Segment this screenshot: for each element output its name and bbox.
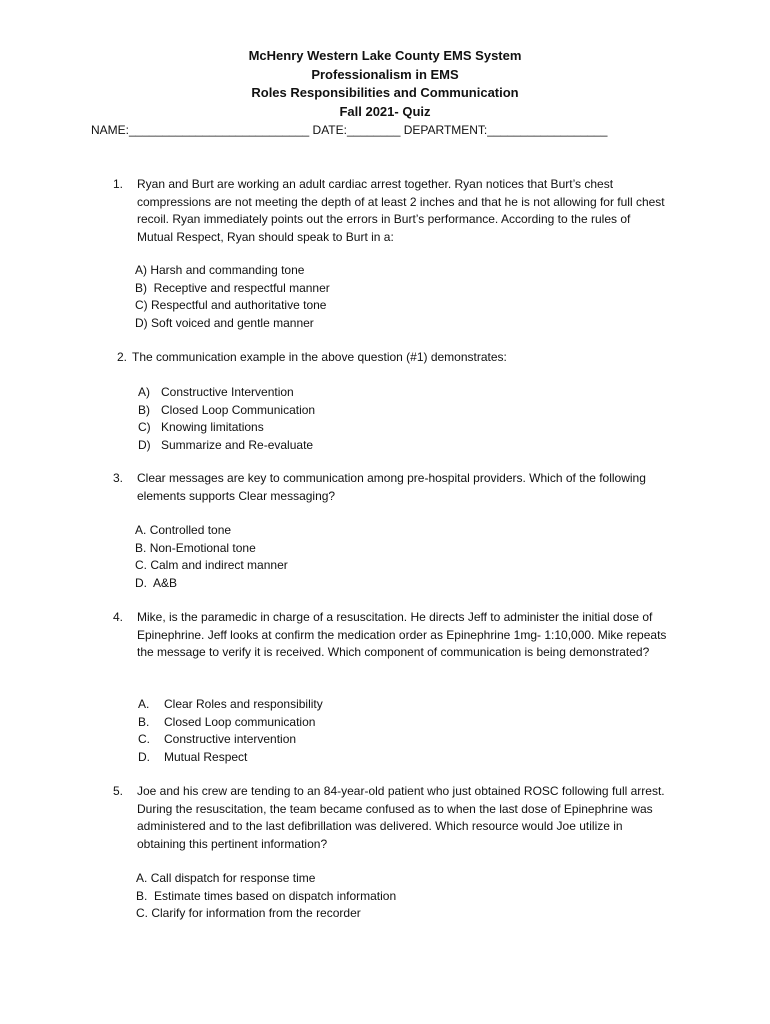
answer-options [136,870,396,923]
option-letter: A. [135,523,147,537]
answer-option [135,280,330,298]
option-letter: D. [138,749,150,764]
option-letter: C) [135,298,148,312]
option-text: Clarify for information from the recorder [151,906,361,920]
option-letter: B. [136,888,148,903]
question-text: Clear messages are key to communication among pre-hospital providers. Which of the following elements supports Clear messaging? [137,471,646,503]
option-text: Mutual Respect [164,749,248,764]
option-letter: B. [138,714,150,729]
header-topic: Roles Responsibilities and Communication [251,85,519,100]
answer-option [138,714,323,732]
option-text: Non-Emotional tone [149,540,256,555]
question-text: Ryan and Burt are working an adult cardiac arrest together. Ryan notices that Burt’s chest compressions are not meeting the depth of at least 2 inches and that he is not allowing for full chest recoil. Ryan immediately points out the errors in Burt’s performance. According to the rules of Mutual Respect, Ryan should speak to Burt in a: [137,177,665,244]
option-letter: C. [136,906,148,920]
name-date-department-line: NAME:___________________________ DATE:________ DEPARTMENT:__________________ [91,123,608,137]
question-text: Joe and his crew are tending to an 84-year-old patient who just obtained ROSC following full arrest. During the resuscitation, the team became confused as to when the last dose of Epinephrine was administered and to the last defibrillation was delivered. Which resource would Joe utilize in obtaining this pertinent information? [137,784,665,851]
option-text: Respectful and authoritative tone [151,298,327,312]
answer-option [135,262,330,280]
answer-options [135,262,330,332]
option-text: Calm and indirect manner [150,558,288,572]
option-text: Estimate times based on dispatch information [154,888,397,903]
document-header [0,47,770,121]
question-number: 5. [113,784,124,798]
option-letter: D) [135,315,148,330]
question-number: 2. [117,350,128,364]
option-text: Constructive intervention [164,732,297,746]
answer-option [138,696,323,714]
option-letter: A) [138,385,150,399]
option-letter: C. [135,558,147,572]
answer-option [135,315,330,333]
option-text: A&B [153,575,178,590]
answer-option [138,402,315,420]
answer-option [138,384,315,402]
option-text: Controlled tone [149,523,232,537]
question-number: 4. [113,610,124,624]
option-text: Knowing limitations [161,420,264,434]
answer-option [136,888,396,906]
answer-option [135,297,330,315]
answer-option [135,575,288,593]
question-number: 3. [113,471,124,485]
answer-option [135,540,288,558]
option-text: Harsh and commanding tone [150,263,305,277]
option-letter: B) [138,402,150,417]
option-letter: C. [138,732,150,746]
option-text: Summarize and Re-evaluate [161,437,314,452]
option-letter: A. [138,697,150,711]
option-text: Closed Loop communication [164,714,316,729]
option-letter: B. [135,540,147,555]
answer-options [135,522,288,592]
option-letter: A. [136,871,148,885]
question-text: The communication example in the above question (#1) demonstrates: [132,350,507,364]
option-letter: B) [135,280,147,295]
option-text: Closed Loop Communication [161,402,316,417]
option-letter: A) [135,263,147,277]
question-text: Mike, is the paramedic in charge of a resuscitation. He directs Jeff to administer the initial dose of Epinephrine. Jeff looks at confirm the medication order as Epinephrine 1mg- 1:10,000. Mike repeats the message to verify it is received. Which component of communication is being demonstrated? [137,610,667,659]
option-text: Receptive and respectful manner [153,280,330,295]
header-course: Professionalism in EMS [311,66,459,82]
option-text: Soft voiced and gentle manner [151,315,314,330]
option-text: Clear Roles and responsibility [164,697,323,711]
option-letter: D. [135,575,147,590]
answer-option [136,905,396,923]
answer-option [136,870,396,888]
question-number: 1. [113,177,124,191]
header-quiz-title: Fall 2021- Quiz [339,103,431,119]
answer-option [138,419,315,437]
option-text: Call dispatch for response time [150,871,316,885]
option-letter: C) [138,420,151,434]
answer-options [138,384,315,454]
option-letter: D) [138,437,151,452]
answer-option [135,522,288,540]
answer-option [135,557,288,575]
header-organization: McHenry Western Lake County EMS System [248,48,522,63]
answer-option [138,749,323,767]
option-text: Constructive Intervention [161,385,294,399]
answer-option [138,437,315,455]
answer-option [138,731,323,749]
answer-options [138,696,323,766]
